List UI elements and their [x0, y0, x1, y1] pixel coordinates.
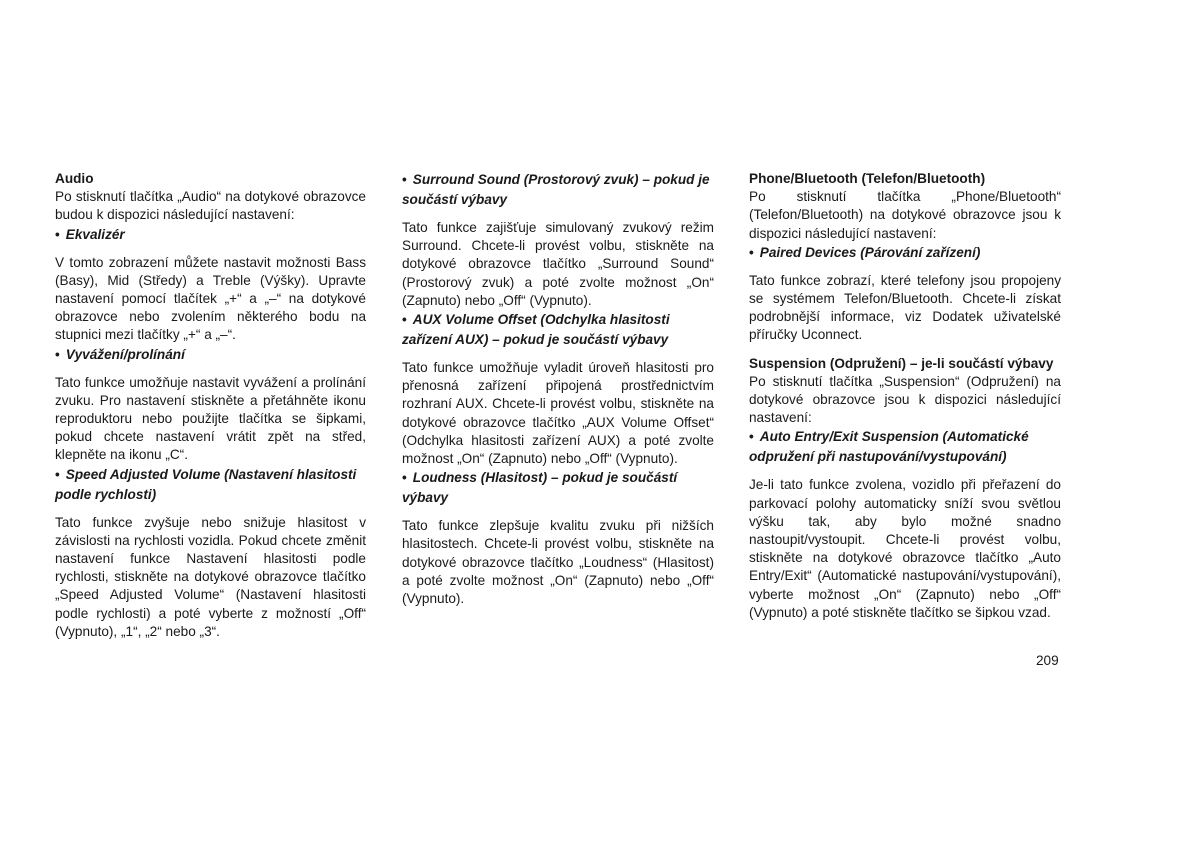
surround-title: Surround Sound (Prostorový zvuk) – pokud je součástí výbavy	[402, 172, 710, 207]
auto-entry-text: Je-li tato funkce zvolena, vozidlo při přeřazení do parkovací polohy automaticky sníží svou světlou výšku tak, aby bylo možné snadno nastoupit/vystoupit. Chcete-li provést volbu, stiskněte na dotykové obrazovce tlačítko „Auto Entry/Exit“ (Automatické nastupování/vystupování), vyberte možnost „On“ (Zapnuto) nebo „Off“ (Vypnuto) a poté stiskněte tlačítko se šipkou vzad.	[749, 477, 1061, 620]
aux-bullet	[402, 310, 714, 350]
column-2	[402, 170, 714, 608]
ekvalizer-title: Ekvalizér	[65, 226, 125, 242]
vyvazeni-title: Vyvážení/prolínání	[65, 346, 185, 362]
surround-bullet	[402, 170, 714, 210]
bullet-glyph: •	[55, 226, 60, 242]
phone-heading: Phone/Bluetooth (Telefon/Bluetooth)	[749, 171, 986, 186]
audio-heading: Audio	[55, 171, 94, 186]
paired-text: Tato funkce zobrazí, které telefony jsou propojeny se systémem Telefon/Bluetooth. Chcete-li získat podrobnější informace, viz Dodatek uživatelské příručky Uconnect.	[749, 272, 1061, 343]
bullet-glyph: •	[402, 470, 407, 486]
bullet-glyph: •	[402, 172, 407, 187]
page-number: 209	[1036, 653, 1059, 668]
suspension-intro: Po stisknutí tlačítka „Suspension“ (Odpružení) na dotykové obrazovce jsou k dispozici následující nastavení:	[749, 373, 1061, 426]
paired-bullet	[749, 243, 1061, 263]
paired-title: Paired Devices (Párování zařízení)	[759, 244, 981, 260]
loudness-bullet	[402, 468, 714, 508]
speed-text: Tato funkce zvyšuje nebo snižuje hlasitost v závislosti na rychlosti vozidla. Pokud chcete změnit nastavení funkce Nastavení hlasitosti podle rychlosti, stiskněte na dotykové obrazovce tlačítko „Speed Adjusted Volume“ (Nastavení hlasitosti podle rychlosti) a poté vyberte z možností „Off“ (Vypnuto), „1“, „2“ nebo „3“.	[55, 514, 366, 639]
auto-entry-bullet	[749, 427, 1061, 467]
bullet-glyph: •	[55, 346, 60, 362]
column-1	[55, 170, 366, 641]
surround-text: Tato funkce zajišťuje simulovaný zvukový režim Surround. Chcete-li provést volbu, stiskněte na dotykové obrazovce tlačítko „Surround Sound“ (Prostorový zvuk) a poté zvolte možnost „On“ (Zapnuto) nebo „Off“ (Vypnuto).	[402, 220, 714, 308]
aux-text: Tato funkce umožňuje vyladit úroveň hlasitosti pro přenosná zařízení připojená prostřednictvím rozhraní AUX. Chcete-li provést volbu, stiskněte na dotykové obrazovce tlačítko „AUX Volume Offset“ (Odchylka hlasitosti zařízení AUX) a poté zvolte možnost „On“ (Zapnuto) nebo „Off“ (Vypnuto).	[402, 360, 714, 467]
vyvazeni-bullet	[55, 345, 366, 365]
column-3	[749, 170, 1061, 622]
speed-title: Speed Adjusted Volume (Nastavení hlasitosti podle rychlosti)	[55, 466, 357, 502]
audio-intro: Po stisknutí tlačítka „Audio“ na dotykové obrazovce budou k dispozici následující nastavení:	[55, 189, 366, 223]
bullet-glyph: •	[402, 312, 407, 328]
ekvalizer-bullet	[55, 225, 366, 245]
loudness-title: Loudness (Hlasitost) – pokud je součástí výbavy	[402, 470, 678, 506]
suspension-heading: Suspension (Odpružení) – je-li součástí výbavy	[749, 355, 1054, 371]
loudness-text: Tato funkce zlepšuje kvalitu zvuku při nižších hlasitostech. Chcete-li provést volbu, stiskněte na dotykové obrazovce tlačítko „Loudness“ (Hlasitost) a poté zvolte možnost „On“ (Zapnuto) nebo „Off“ (Vypnuto).	[402, 518, 714, 607]
speed-bullet	[55, 465, 366, 505]
phone-intro: Po stisknutí tlačítka „Phone/Bluetooth“ (Telefon/Bluetooth) na dotykové obrazovce jsou k dispozici následující nastavení:	[749, 189, 1061, 241]
aux-title: AUX Volume Offset (Odchylka hlasitosti zařízení AUX) – pokud je součástí výbavy	[402, 312, 670, 348]
bullet-glyph: •	[55, 466, 60, 482]
vyvazeni-text: Tato funkce umožňuje nastavit vyvážení a prolínání zvuku. Pro nastavení stiskněte a přetáhněte ikonu reproduktoru nebo použijte tlačítka se šipkami, pokud chcete nastavení vrátit zpět na střed, klepněte na ikonu „C“.	[55, 374, 366, 463]
bullet-glyph: •	[749, 429, 754, 445]
auto-entry-title: Auto Entry/Exit Suspension (Automatické odpružení při nastupování/vystupování)	[749, 429, 1029, 465]
bullet-glyph: •	[749, 244, 754, 260]
ekvalizer-text: V tomto zobrazení můžete nastavit možnosti Bass (Basy), Mid (Středy) a Treble (Výšky). Upravte nastavení pomocí tlačítek „+“ a „–“ na dotykové obrazovce nebo zvolením některého bodu na stupnici mezi tlačítky „+“ a „–“.	[55, 254, 366, 343]
